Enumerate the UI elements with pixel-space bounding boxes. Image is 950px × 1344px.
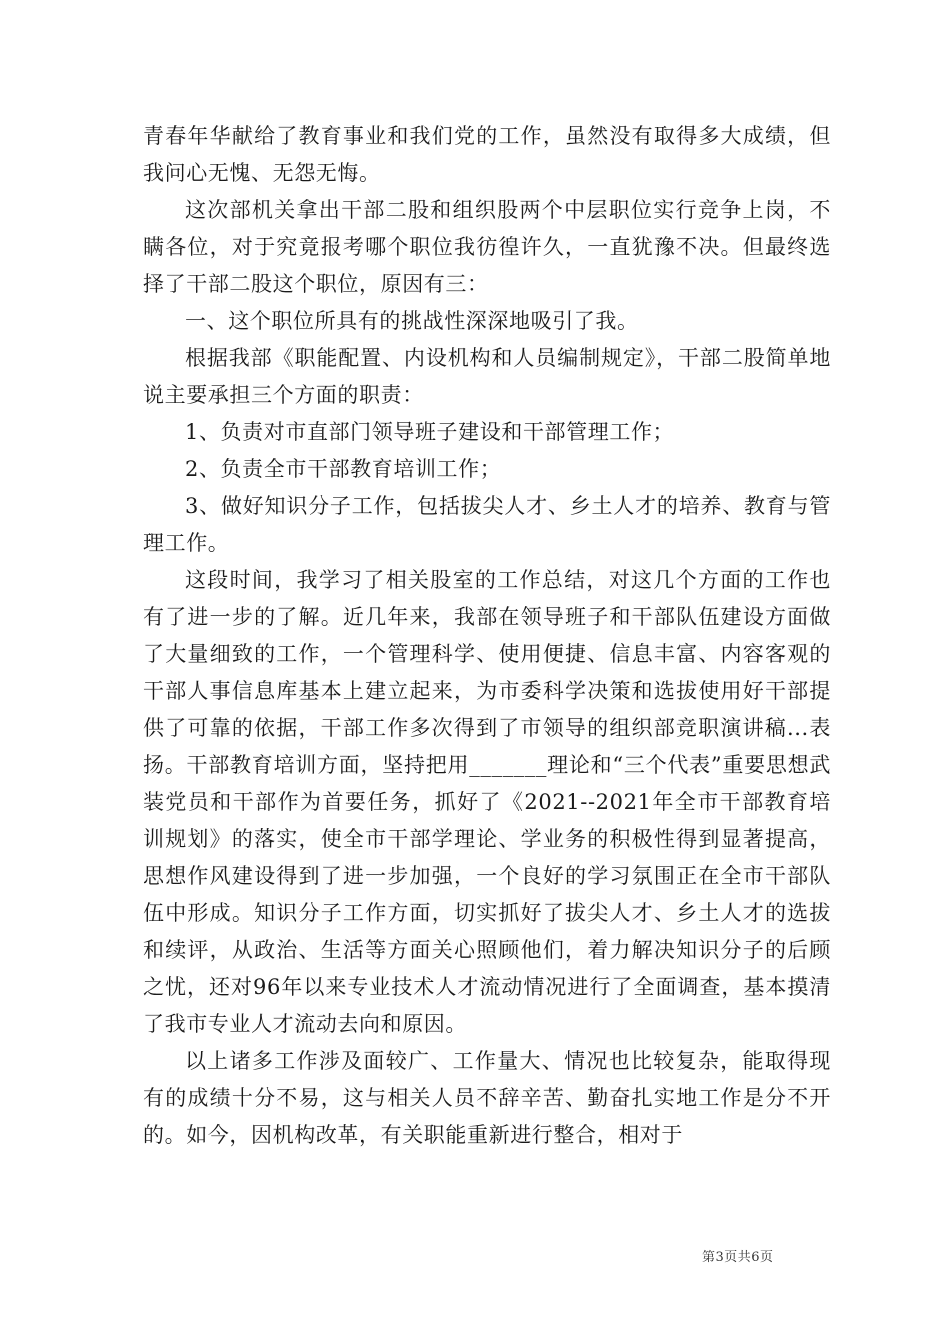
document-body — [143, 118, 831, 1154]
paragraph-5: 1、负责对市直部门领导班子建设和干部管理工作； — [185, 420, 675, 444]
paragraph-2: 这次部机关拿出干部二股和组织股两个中层职位实行竞争上岗，不瞒各位，对于究竟报考哪个职位我彷徨许久，一直犹豫不决。但最终选择了干部二股这个职位，原因有三： — [143, 198, 831, 296]
paragraph-3: 一、这个职位所具有的挑战性深深地吸引了我。 — [185, 309, 639, 333]
paragraph-6: 2、负责全市干部教育培训工作； — [185, 457, 502, 481]
page-number: 第3页共6页 — [702, 1250, 774, 1265]
paragraph-8: 这段时间，我学习了相关股室的工作总结，对这几个方面的工作也有了进一步的了解。近几年来，我部在领导班子和干部队伍建设方面做了大量细致的工作，一个管理科学、使用便捷、信息丰富、内容客观的干部人事信息库基本上建立起来，为市委科学决策和选拔使用好干部提供了可靠的依据，干部工作多次得到了市领导的组织部竞职演讲稿...表扬。干部教育培训方面，坚持把用_______理论和“三个代表”重要思想武装党员和干部作为首要任务，抓好了《2021--2021年全市干部教育培训规划》的落实，使全市干部学理论、学业务的积极性得到显著提高，思想作风建设得到了进一步加强，一个良好的学习氛围正在全市干部队伍中形成。知识分子工作方面，切实抓好了拔尖人才、乡土人才的选拔和续评，从政治、生活等方面关心照顾他们，着力解决知识分子的后顾之忧，还对96年以来专业技术人才流动情况进行了全面调查，基本摸清了我市专业人才流动去向和原因。 — [143, 568, 831, 1036]
paragraph-9: 以上诸多工作涉及面较广、工作量大、情况也比较复杂，能取得现有的成绩十分不易，这与相关人员不辞辛苦、勤奋扎实地工作是分不开的。如今，因机构改革，有关职能重新进行整合，相对于 — [143, 1049, 831, 1147]
paragraph-4: 根据我部《职能配置、内设机构和人员编制规定》，干部二股简单地说主要承担三个方面的职责： — [143, 346, 831, 407]
paragraph-7: 3、做好知识分子工作，包括拔尖人才、乡土人才的培养、教育与管理工作。 — [143, 494, 831, 555]
paragraph-1: 青春年华献给了教育事业和我们党的工作，虽然没有取得多大成绩，但我问心无愧、无怨无悔。 — [143, 124, 831, 185]
